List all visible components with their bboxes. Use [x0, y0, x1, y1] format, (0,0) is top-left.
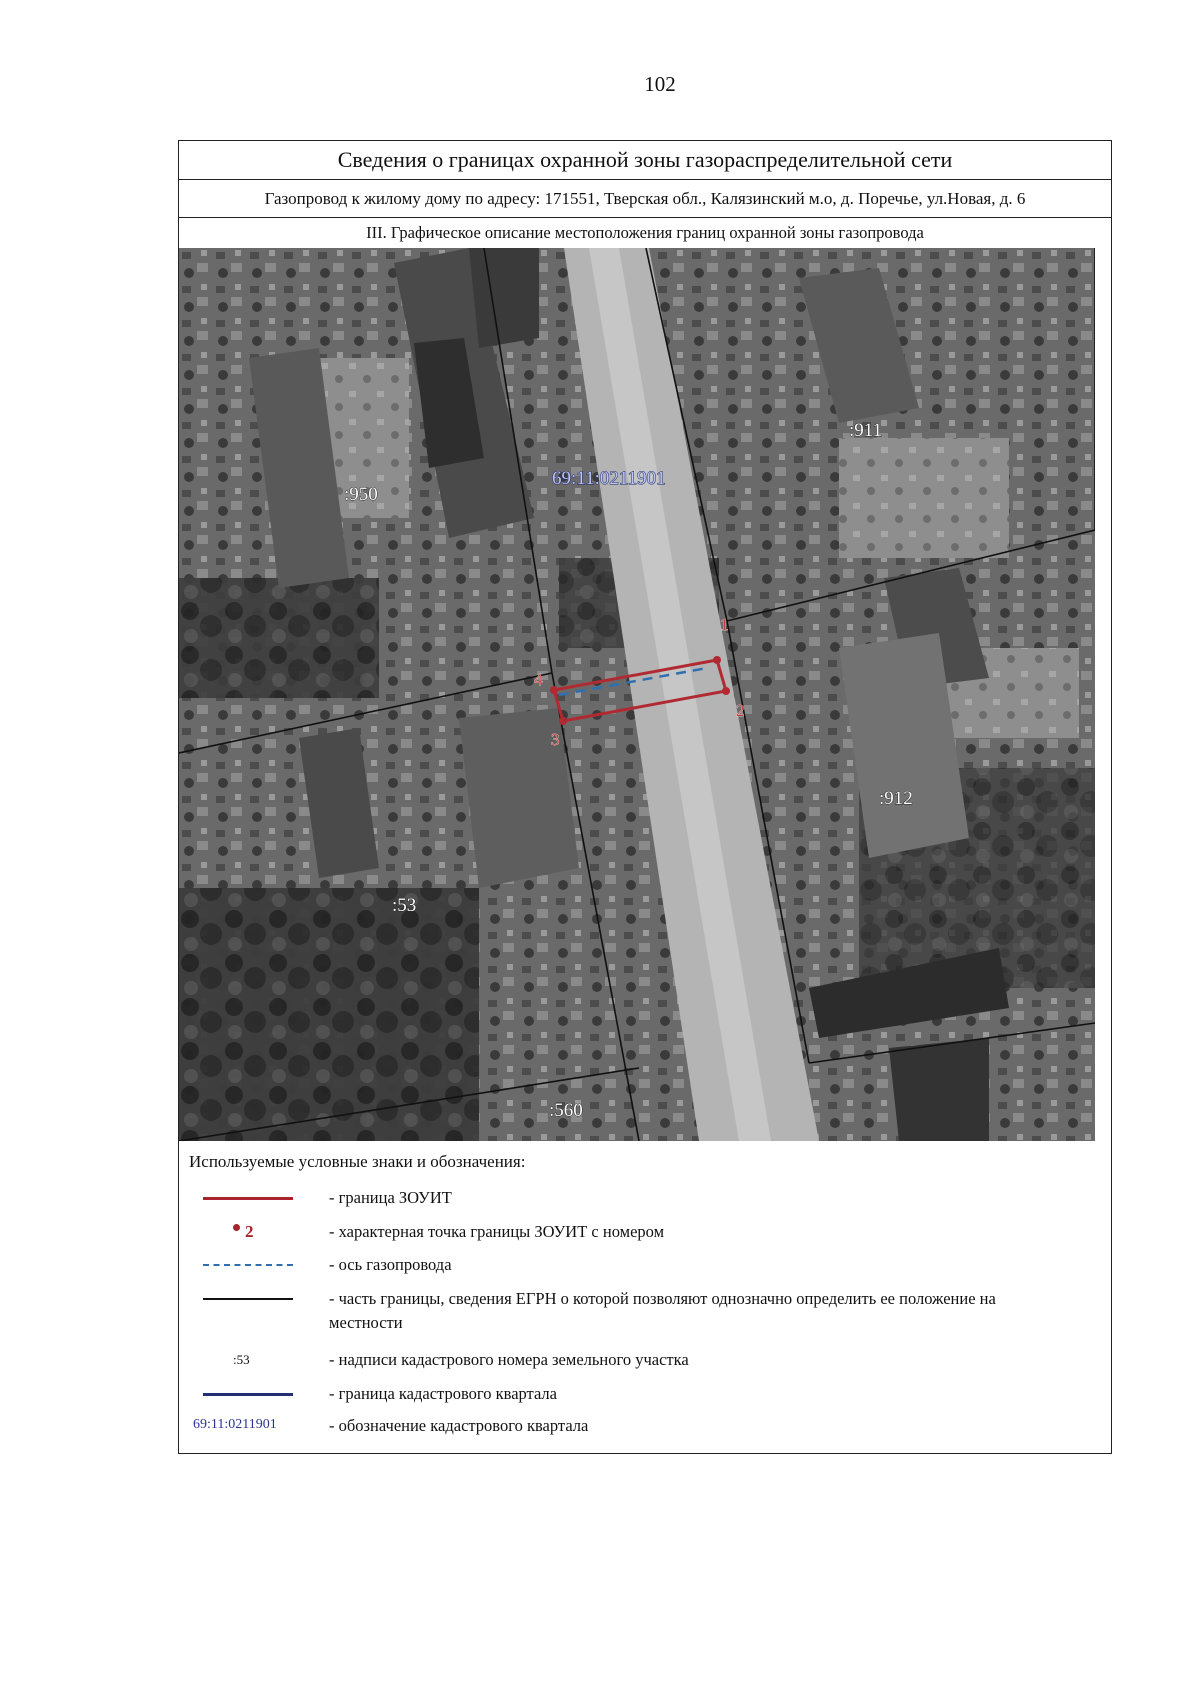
legend-text: - обозначение кадастрового квартала: [329, 1416, 589, 1435]
legend-symbol-small-text: [193, 1348, 293, 1372]
zouit-point-label-3: 3: [551, 730, 560, 749]
aerial-map[interactable]: [179, 248, 1095, 1141]
parcel-label-53: :53: [392, 895, 417, 916]
legend-text: - часть границы, сведения ЕГРН о которой позволяют однозначно определить ее положение на местности: [329, 1289, 996, 1332]
legend-symbol-blue-dashed-line: [193, 1253, 293, 1277]
legend-text: - граница кадастрового квартала: [329, 1384, 557, 1403]
legend-heading: Используемые условные знаки и обозначения:: [189, 1152, 526, 1171]
legend-text: - характерная точка границы ЗОУИТ с номером: [329, 1222, 665, 1241]
legend-point-number: 2: [245, 1222, 254, 1241]
zouit-point-label-1: 1: [720, 615, 729, 634]
parcel-label-950: :950: [344, 484, 378, 505]
page-number: 102: [644, 72, 676, 96]
tree-cover-sw: [179, 888, 479, 1141]
parcel-label-911: :911: [849, 420, 883, 441]
document-title: Сведения о границах охранной зоны газораспределительной сети: [179, 141, 1111, 180]
zouit-point-2: [722, 687, 730, 695]
legend-symbol-navy-line: [193, 1382, 293, 1406]
legend-symbol-red-point: [193, 1220, 293, 1244]
cadastral-quarter-label: 69:11:0211901: [552, 468, 666, 489]
document-frame: [178, 140, 1112, 1454]
legend-text: - ось газопровода: [329, 1255, 452, 1274]
building-roof-9: [889, 1038, 989, 1141]
parcel-label-560: :560: [549, 1100, 583, 1121]
building-roof-7: [459, 708, 579, 888]
section-heading: III. Графическое описание местоположения границ охранной зоны газопровода: [366, 223, 924, 242]
zouit-point-3: [559, 717, 567, 725]
building-roof-11: [469, 248, 539, 348]
legend-sample-quarter-number: 69:11:0211901: [193, 1417, 277, 1432]
zouit-point-4: [550, 686, 558, 694]
zouit-point-1: [713, 656, 721, 664]
document-subtitle: Газопровод к жилому дому по адресу: 171551, Тверская обл., Калязинский м.о, д. Поречье, ул.Новая, д. 6: [179, 180, 1111, 218]
legend-sample-parcel-number: :53: [233, 1352, 250, 1367]
zouit-point-label-2: 2: [736, 701, 745, 720]
legend-text: - надписи кадастрового номера земельного участка: [329, 1350, 689, 1369]
zouit-point-label-4: 4: [534, 670, 543, 689]
legend-text: - граница ЗОУИТ: [329, 1188, 452, 1207]
map-canvas: [179, 248, 1095, 1141]
legend-symbol-black-line: [193, 1287, 293, 1311]
parcel-label-912: :912: [879, 788, 913, 809]
tree-cover-w: [179, 578, 379, 698]
yard-ne: [839, 438, 1009, 558]
legend-symbol-red-line: [193, 1186, 293, 1210]
legend-symbol-blue-text: [193, 1414, 293, 1438]
